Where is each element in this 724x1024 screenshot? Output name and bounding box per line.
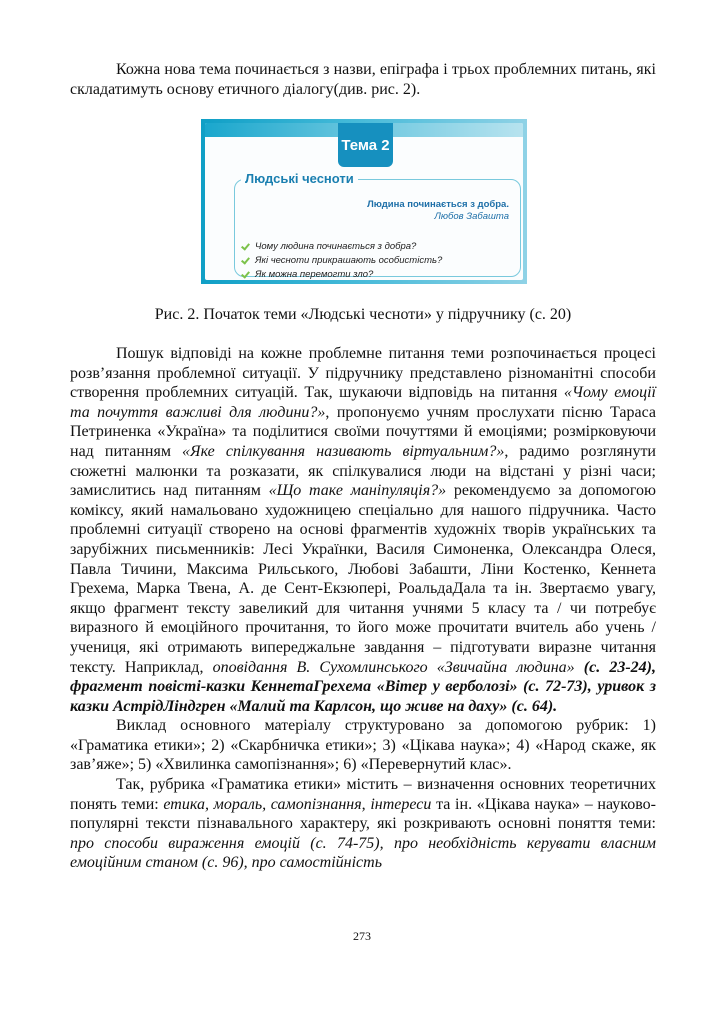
text-run: та ін. «Цікава наука» – науково-популярні тексти пізнавального характеру, які розкривають основні поняття теми: bbox=[70, 795, 657, 833]
question-item bbox=[241, 253, 442, 267]
emphasis: «Чому емоції та почуття важливі для людини?» bbox=[70, 384, 657, 421]
page-number: 273 bbox=[353, 929, 371, 943]
figure-panel bbox=[205, 123, 523, 280]
text-run: , пропонуємо учням прослухати пісню Тараса Петриненка «Україна» та поділитися своїми почуттями й емоціями; розмірковуючи над питанням bbox=[70, 403, 656, 460]
epigraph-author: Любов Забашта bbox=[434, 211, 509, 222]
check-icon bbox=[241, 242, 250, 251]
question-item bbox=[241, 239, 442, 253]
emphasis: про способи вираження емоцій (с. 74-75), про необхідність керувати власним емоційним станом (с. 96), про самостійність bbox=[70, 834, 656, 872]
body-text bbox=[70, 344, 656, 873]
epigraph-text: Людина починається з добра. bbox=[367, 199, 509, 210]
text-run: Пошук відповіді на кожне проблемне питання теми розпочинається процесі розв’язання проблемної ситуації. У підручнику представлено різноманітні способи створення проблемних ситуацій. Так, шукаючи відповідь на питання bbox=[70, 345, 656, 402]
intro-block bbox=[70, 60, 656, 99]
paragraph-problem-situations bbox=[70, 344, 656, 716]
emphasis: «Що таке маніпуляція?» bbox=[268, 482, 447, 500]
topic-tab: Тема 2 bbox=[338, 123, 393, 167]
paragraph-grammar-ethics bbox=[70, 775, 656, 873]
figure-caption: Рис. 2. Початок теми «Людські чесноти» у підручнику (с. 20) bbox=[154, 306, 572, 323]
textbook-figure bbox=[201, 119, 527, 284]
text-run: Так, рубрика «Граматика етики» містить – визначення основних теоретичних понять теми: bbox=[70, 776, 656, 813]
question-text: Чому людина починається з добра? bbox=[255, 240, 417, 252]
emphasis: «Яке спілкування називають віртуальним?» bbox=[182, 442, 505, 460]
emphasis-bold: (с. 23-24), фрагмент повісті-казки КеннетаГрехема «Вітер у верболозі» (с. 72-73), уривок з казки АстрідЛіндгрен «Малий та Карлсон, що живе на даху» (с. 64). bbox=[70, 658, 656, 715]
emphasis: оповідання В. Сухомлинського «Звичайна людина» bbox=[212, 658, 575, 676]
check-icon bbox=[241, 270, 250, 279]
text-run: , радимо розглянути сюжетні малюнки та розказати, як спілкувалися люди на відстані у різні часи; замислитись над питанням bbox=[70, 442, 656, 500]
paragraph-rubrics: Виклад основного матеріалу структуровано за допомогою рубрик: 1) «Граматика етики»; 2) «Скарбничка етики»; 3) «Цікава наука»; 4) «Народ скаже, як зав’яже»; 5) «Хвилинка самопізнання»; 6) «Перевернутий клас». bbox=[70, 717, 656, 774]
question-text: Які чесноти прикрашають особистість? bbox=[255, 254, 443, 266]
problem-questions bbox=[241, 239, 442, 280]
question-text: Як можна перемогти зло? bbox=[255, 268, 374, 280]
check-icon bbox=[241, 256, 250, 265]
topic-title: Людські чесноти bbox=[241, 171, 358, 186]
question-item bbox=[241, 267, 442, 280]
intro-paragraph: Кожна нова тема починається з назви, епіграфа і трьох проблемних питань, які складатимуть основу етичного діалогу(див. рис. 2). bbox=[70, 61, 656, 98]
emphasis: етика, мораль, самопізнання, інтереси bbox=[163, 795, 432, 813]
epigraph bbox=[367, 199, 509, 223]
text-run: рекомендуємо за допомогою коміксу, який намальовано художницею спеціально для нашого підручника. Часто проблемні ситуації створено на основі фрагментів художніх творів українських та зарубіжних письменників: Лесі Українки, Василя Симоненка, Олександра Олеся, Павла Тичини, Максима Рильського, Любові Забашти, Ліни Костенко, Кеннета Грехема, Марка Твена, А. де Сент-Екзюпері, РоальдаДала та ін. Звертаємо увагу, якщо фрагмент тексту завеликий для читання учнями 5 класу та / чи потребує виразного й емоційного прочитання, то його може прочитати вчитель або учень / учениця, які отримають випереджальне завдання – підготувати виразне читання тексту. Наприклад, bbox=[70, 482, 656, 676]
